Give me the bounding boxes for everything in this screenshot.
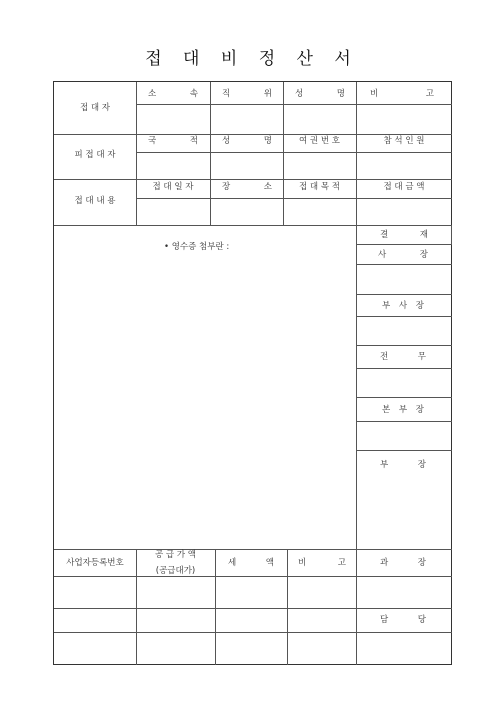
rule bbox=[356, 225, 357, 665]
rule bbox=[54, 179, 452, 180]
host-header-note: 비 고 bbox=[370, 89, 434, 99]
rule bbox=[356, 316, 452, 317]
guest-header-name: 성 명 bbox=[222, 136, 272, 146]
rule bbox=[54, 608, 452, 609]
approval-role-division-head: 본 부 장 bbox=[382, 405, 424, 415]
rule bbox=[356, 368, 452, 369]
content-header-purpose: 접 대 목 적 bbox=[299, 182, 340, 192]
rule bbox=[210, 82, 211, 225]
rule bbox=[356, 397, 452, 398]
guest-label: 피 접 대 자 bbox=[74, 150, 116, 160]
form-frame bbox=[53, 81, 452, 665]
rule bbox=[215, 549, 216, 665]
rule bbox=[356, 450, 452, 451]
supplier-header-tax: 세 액 bbox=[228, 558, 274, 568]
content-label: 접 대 내 용 bbox=[74, 196, 116, 206]
guest-header-nationality: 국 적 bbox=[148, 136, 198, 146]
receipt-attachment-note: • 영수증 첨부란 : bbox=[164, 242, 230, 252]
page-title: 접 대 비 정 산 서 bbox=[145, 49, 359, 69]
approval-role-staff: 담 당 bbox=[380, 615, 426, 625]
rule bbox=[54, 225, 452, 226]
rule bbox=[136, 152, 452, 153]
rule bbox=[136, 104, 452, 105]
content-header-amount: 접 대 금 액 bbox=[383, 182, 425, 192]
host-label: 접 대 자 bbox=[79, 103, 111, 113]
supplier-header-supply-value-sub: (공급대가) bbox=[155, 566, 196, 576]
approval-header: 결 재 bbox=[380, 230, 428, 240]
approval-role-department-head: 부 장 bbox=[380, 460, 426, 470]
rule bbox=[356, 244, 452, 245]
rule bbox=[356, 264, 452, 265]
rule bbox=[54, 549, 452, 550]
rule bbox=[356, 82, 357, 225]
host-header-name: 성 명 bbox=[295, 89, 345, 99]
rule bbox=[54, 576, 452, 577]
guest-header-attendees: 참 석 인 원 bbox=[383, 136, 425, 146]
approval-role-president: 사 장 bbox=[378, 250, 428, 260]
host-header-position: 직 위 bbox=[222, 89, 272, 99]
rule bbox=[54, 134, 452, 135]
approval-role-managing-director: 전 무 bbox=[380, 352, 426, 362]
content-header-date: 접 대 일 자 bbox=[152, 182, 194, 192]
supplier-header-supply-value: 공 급 가 액 bbox=[155, 550, 196, 560]
rule bbox=[136, 198, 452, 199]
supplier-header-reg-no: 사업자등록번호 bbox=[66, 558, 124, 568]
approval-role-section-chief: 과 장 bbox=[380, 558, 426, 568]
rule bbox=[451, 225, 452, 245]
guest-header-passport: 여 권 번 호 bbox=[299, 136, 340, 146]
rule bbox=[356, 345, 452, 346]
rule bbox=[54, 632, 452, 633]
approval-role-vice-president: 부 사 장 bbox=[382, 301, 424, 311]
supplier-header-note: 비 고 bbox=[298, 558, 346, 568]
rule bbox=[356, 421, 452, 422]
rule bbox=[287, 549, 288, 665]
content-header-place: 장 소 bbox=[222, 182, 272, 192]
rule bbox=[356, 294, 452, 295]
rule bbox=[283, 82, 284, 225]
rule bbox=[136, 82, 137, 225]
host-header-affiliation: 소 속 bbox=[148, 89, 198, 99]
